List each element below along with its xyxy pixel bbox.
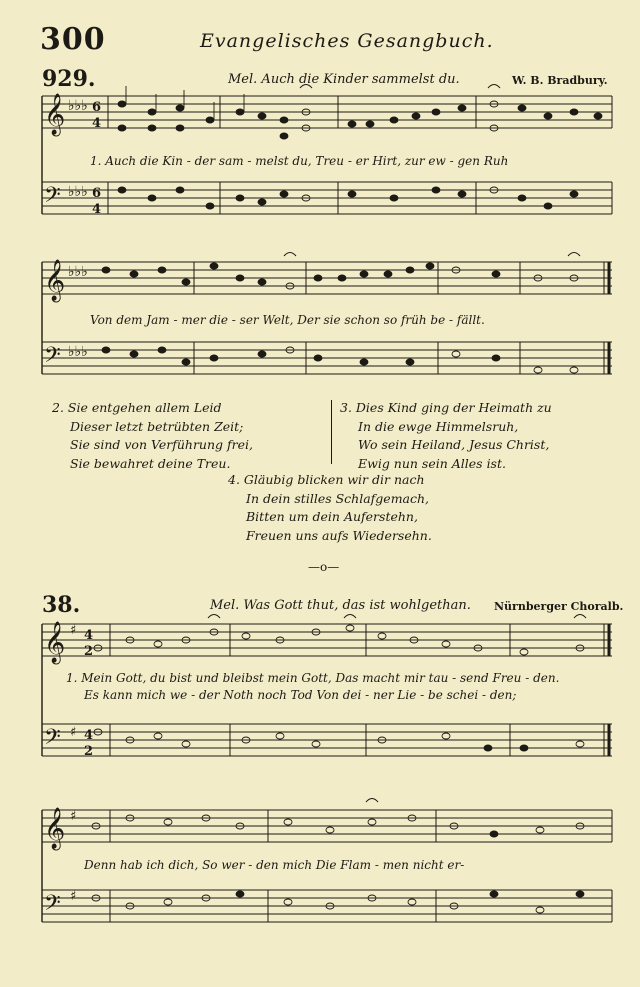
svg-text:♭♭♭: ♭♭♭	[68, 344, 88, 360]
svg-text:♭♭♭: ♭♭♭	[68, 264, 88, 280]
verse-2	[52, 399, 253, 473]
svg-text:♭♭♭: ♭♭♭	[68, 98, 88, 114]
svg-text:♭♭♭: ♭♭♭	[68, 184, 88, 200]
lyrics-line: Denn hab ich dich, So wer - den mich Die Flam - men nicht er-	[84, 858, 465, 872]
staff-treble-2	[42, 262, 612, 294]
staff-treble-3	[42, 624, 612, 656]
staff-bass-1	[42, 182, 612, 214]
svg-text:𝄢: 𝄢	[44, 343, 61, 373]
hymn-number-38: 38.	[42, 592, 81, 618]
verse-line: Wo sein Heiland, Jesus Christ,	[358, 437, 550, 452]
svg-text:𝄢: 𝄢	[44, 183, 61, 213]
verse-line: In die ewge Himmelsruh,	[358, 418, 519, 434]
svg-text:𝄢: 𝄢	[44, 891, 61, 921]
lyrics-line: Von dem Jam - mer die - ser Welt, Der sie schon so früh be - fällt.	[90, 313, 485, 327]
page-number: 300	[40, 22, 106, 57]
verse-line: 2. Sie entgehen allem Leid	[52, 400, 222, 415]
svg-text:♯: ♯	[70, 809, 77, 824]
staff-bass-3	[42, 724, 612, 756]
svg-text:2: 2	[84, 744, 94, 759]
verse-line: Freuen uns aufs Wiedersehn.	[246, 527, 432, 543]
svg-text:4: 4	[84, 728, 94, 743]
svg-text:6: 6	[92, 100, 102, 115]
verse-line: Dieser letzt betrübten Zeit;	[70, 418, 244, 434]
staff-treble-1	[42, 96, 612, 128]
svg-text:4: 4	[92, 116, 102, 131]
verse-line: Sie sind von Verführung frei,	[70, 437, 253, 452]
svg-text:𝄞: 𝄞	[44, 94, 66, 135]
svg-text:2: 2	[84, 644, 94, 659]
staff-bass-4	[42, 890, 612, 922]
svg-text:𝄞: 𝄞	[44, 260, 66, 301]
svg-text:♯: ♯	[70, 623, 77, 638]
lyrics-line: 1. Auch die Kin - der sam - melst du, Treu - er Hirt, zur ew - gen Ruh	[90, 154, 509, 168]
svg-text:♯: ♯	[70, 889, 77, 904]
svg-text:4: 4	[84, 628, 94, 643]
svg-text:𝄢: 𝄢	[44, 725, 61, 755]
verse-3	[340, 399, 552, 473]
staff-treble-4	[42, 810, 612, 842]
svg-text:♯: ♯	[70, 725, 77, 740]
svg-text:6: 6	[92, 186, 102, 201]
verse-line: Sie bewahret deine Treu.	[70, 455, 231, 471]
section-separator: —o—	[308, 560, 340, 574]
verse-divider	[331, 400, 332, 464]
svg-text:𝄞: 𝄞	[44, 808, 66, 849]
verse-4	[228, 471, 432, 545]
verse-line: Ewig nun sein Alles ist.	[358, 455, 506, 471]
verse-line: In dein stilles Schlafgemach,	[246, 490, 430, 506]
lyrics-line: 1. Mein Gott, du bist und bleibst mein Gott, Das macht mir tau - send Freu - den.	[66, 671, 560, 685]
melody-reference: Mel. Auch die Kinder sammelst du.	[228, 72, 460, 87]
verse-line: 3. Dies Kind ging der Heimath zu	[340, 400, 552, 415]
verse-line: 4. Gläubig blicken wir dir nach	[228, 472, 425, 487]
melody-reference: Mel. Was Gott thut, das ist wohlgethan.	[210, 598, 471, 613]
composer-name: Nürnberger Choralb.	[494, 600, 624, 613]
running-title: Evangelisches Gesangbuch.	[200, 30, 494, 52]
composer-name: W. B. Bradbury.	[512, 74, 608, 87]
lyrics-line: Es kann mich we - der Noth noch Tod Von dei - ner Lie - be schei - den;	[84, 688, 517, 702]
svg-text:𝄞: 𝄞	[44, 622, 66, 663]
verse-line: Bitten um dein Auferstehn,	[246, 509, 418, 524]
staff-bass-2	[42, 342, 612, 374]
svg-text:4: 4	[92, 202, 102, 217]
hymn-number-929: 929.	[42, 66, 96, 92]
